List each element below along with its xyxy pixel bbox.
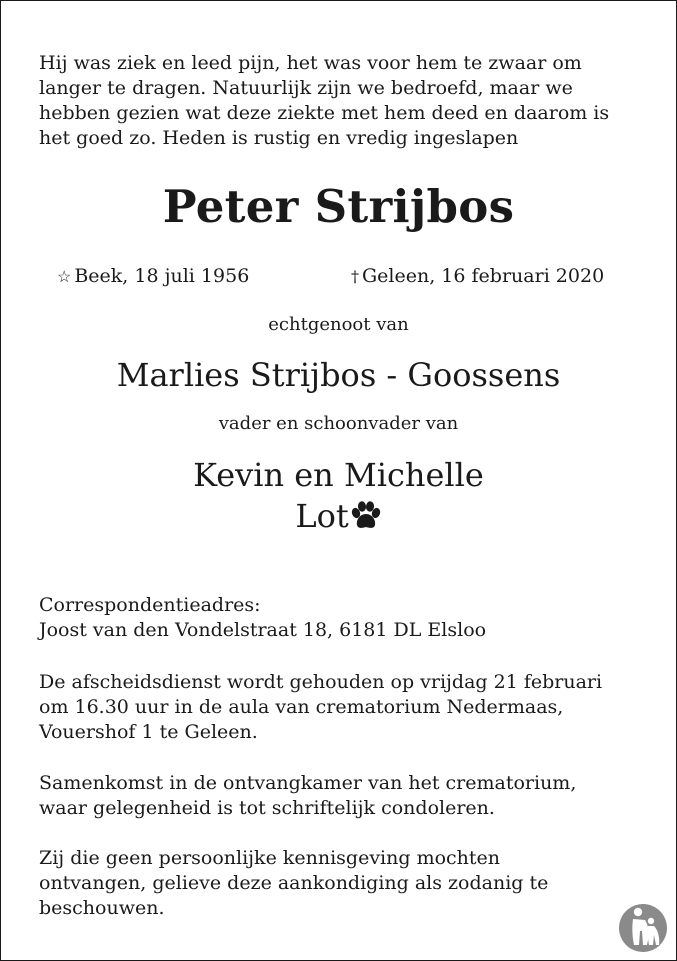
service-line: om 16.30 uur in de aula van crematorium Nedermaas, <box>39 696 564 718</box>
correspondence-label: Correspondentieadres: <box>39 594 261 616</box>
gathering-block <box>39 771 649 821</box>
paw-print-icon <box>350 501 382 531</box>
deceased-name: Peter Strijbos <box>162 180 515 233</box>
star-icon: ☆ <box>57 267 72 286</box>
memorial-site-logo-icon <box>618 901 668 953</box>
service-block <box>39 670 649 745</box>
death-place-date: Geleen, 16 februari 2020 <box>362 265 605 287</box>
gathering-line: Samenkomst in de ontvangkamer van het crematorium, <box>39 772 577 794</box>
service-line: De afscheidsdienst wordt gehouden op vrijdag 21 februari <box>39 671 603 693</box>
correspondence-address: Joost van den Vondelstraat 18, 6181 DL Elsloo <box>39 619 487 641</box>
gathering-line: waar gelegenheid is tot schriftelijk condoleren. <box>39 797 495 819</box>
cross-icon: † <box>351 267 359 286</box>
closing-block <box>39 846 649 921</box>
intro-line: het goed zo. Heden is rustig en vredig ingeslapen <box>39 127 519 149</box>
birth-place-date: Beek, 18 juli 1956 <box>74 265 250 287</box>
closing-line: Zij die geen persoonlijke kennisgeving mochten <box>39 847 501 869</box>
closing-line: beschouwen. <box>39 897 165 919</box>
pet-line <box>1 494 676 538</box>
birth-info <box>57 263 249 290</box>
spouse-label: echtgenoot van <box>268 314 409 335</box>
closing-line: ontvangen, gelieve deze aankondiging als zodanig te <box>39 872 549 894</box>
intro-line: Hij was ziek en leed pijn, het was voor hem te zwaar om <box>39 52 582 74</box>
intro-line: hebben gezien wat deze ziekte met hem deed en daarom is <box>39 102 610 124</box>
pet-name: Lot <box>295 497 349 535</box>
service-line: Vouershof 1 te Geleen. <box>39 721 258 743</box>
intro-line: langer te dragen. Natuurlijk zijn we bedroefd, maar we <box>39 77 573 99</box>
correspondence-block <box>39 593 649 643</box>
death-info <box>351 263 604 290</box>
children-label: vader en schoonvader van <box>218 413 459 434</box>
spouse-name: Marlies Strijbos - Goossens <box>116 356 561 394</box>
children-names: Kevin en Michelle <box>193 456 484 494</box>
intro-text <box>39 51 639 151</box>
